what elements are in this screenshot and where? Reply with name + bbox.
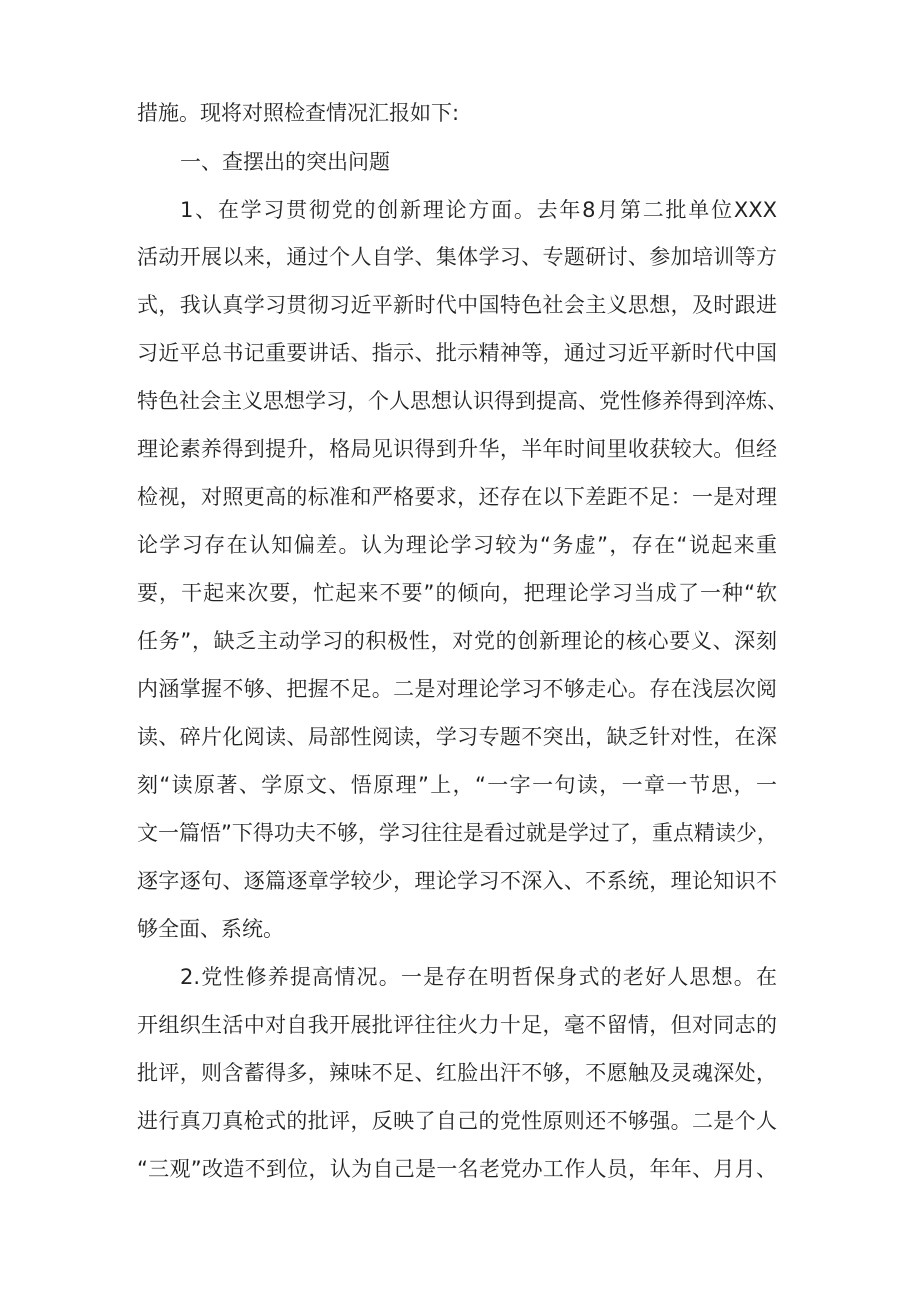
paragraph-line: 式，我认真学习贯彻习近平新时代中国特色社会主义思想，及时跟进: [137, 293, 777, 317]
paragraph-line: 活动开展以来，通过个人自学、集体学习、专题研讨、参加培训等方: [137, 245, 777, 269]
paragraph-line: 内涵掌握不够、把握不足。二是对理论学习不够走心。存在浅层次阅: [137, 677, 777, 701]
paragraph-line: 够全面、系统。: [137, 917, 284, 941]
paragraph-line: 论学习存在认知偏差。认为理论学习较为“务虚”，存在“说起来重: [137, 533, 777, 557]
paragraph-line: 2.党性修养提高情况。一是存在明哲保身式的老好人思想。在: [180, 965, 777, 989]
paragraph-line: 检视，对照更高的标准和严格要求，还存在以下差距不足：一是对理: [137, 485, 777, 509]
paragraph-line: 任务”，缺乏主动学习的积极性，对党的创新理论的核心要义、深刻: [137, 629, 777, 653]
paragraph-line: 要，干起来次要，忙起来不要”的倾向，把理论学习当成了一种“软: [137, 581, 777, 605]
paragraph-line: 刻“读原著、学原文、悟原理”上，“一字一句读，一章一节思，一: [137, 773, 777, 797]
paragraph-line: 开组织生活中对自我开展批评往往火力十足，毫不留情，但对同志的: [137, 1013, 777, 1037]
paragraph-line: 理论素养得到提升，格局见识得到升华，半年时间里收获较大。但经: [137, 437, 777, 461]
paragraph-line: 文一篇悟”下得功夫不够，学习往往是看过就是学过了，重点精读少，: [137, 821, 778, 845]
paragraph-line: 特色社会主义思想学习，个人思想认识得到提高、党性修养得到淬炼、: [137, 389, 788, 413]
paragraph-line: 读、碎片化阅读、局部性阅读，学习专题不突出，缺乏针对性，在深: [137, 725, 777, 749]
section-heading: 一、查摆出的突出问题: [180, 150, 390, 174]
paragraph-line: 习近平总书记重要讲话、指示、批示精神等，通过习近平新时代中国: [137, 341, 777, 365]
paragraph-line: 措施。现将对照检查情况汇报如下:: [137, 101, 460, 125]
paragraph-line: 逐字逐句、逐篇逐章学较少，理论学习不深入、不系统，理论知识不: [137, 869, 777, 893]
paragraph-line: “三观”改造不到位，认为自己是一名老党办工作人员，年年、月月、: [137, 1157, 777, 1181]
paragraph-line: 1、在学习贯彻党的创新理论方面。去年8月第二批单位XXX: [180, 198, 777, 222]
paragraph-line: 批评，则含蓄得多，辣味不足、红脸出汗不够，不愿触及灵魂深处，: [137, 1061, 777, 1085]
paragraph-line: 进行真刀真枪式的批评，反映了自己的党性原则还不够强。二是个人: [137, 1109, 777, 1133]
